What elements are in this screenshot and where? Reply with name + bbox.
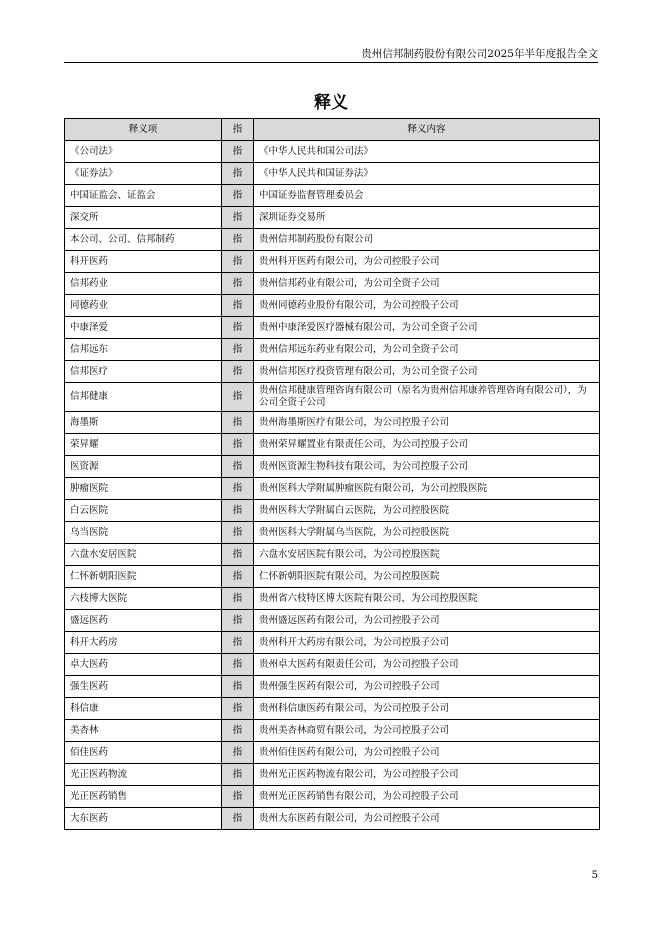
- column-header-definition: 释义内容: [254, 119, 600, 141]
- mark-cell: 指: [222, 317, 254, 339]
- mark-cell: 指: [222, 434, 254, 456]
- definition-cell: 《中华人民共和国证券法》: [254, 163, 600, 185]
- mark-cell: 指: [222, 742, 254, 764]
- mark-cell: 指: [222, 229, 254, 251]
- term-cell: 科开医药: [65, 251, 222, 273]
- mark-cell: 指: [222, 522, 254, 544]
- table-row: [65, 588, 600, 610]
- definition-cell: 贵州科开大药房有限公司，为公司控股子公司: [254, 632, 600, 654]
- table-row: [65, 544, 600, 566]
- table-row: [65, 676, 600, 698]
- table-row: [65, 698, 600, 720]
- table-row: [65, 720, 600, 742]
- term-cell: 科开大药房: [65, 632, 222, 654]
- definition-cell: 仁怀新朝阳医院有限公司，为公司控股医院: [254, 566, 600, 588]
- term-cell: 同德药业: [65, 295, 222, 317]
- term-cell: 《证券法》: [65, 163, 222, 185]
- table-body: [65, 141, 600, 830]
- table-row: [65, 610, 600, 632]
- mark-cell: 指: [222, 207, 254, 229]
- table-row: [65, 434, 600, 456]
- definition-cell: 贵州科开医药有限公司，为公司控股子公司: [254, 251, 600, 273]
- column-header-mark: 指: [222, 119, 254, 141]
- mark-cell: 指: [222, 295, 254, 317]
- definition-cell: 贵州信邦制药股份有限公司: [254, 229, 600, 251]
- mark-cell: 指: [222, 676, 254, 698]
- mark-cell: 指: [222, 588, 254, 610]
- column-header-term: 释义项: [65, 119, 222, 141]
- term-cell: 盛远医药: [65, 610, 222, 632]
- term-cell: 《公司法》: [65, 141, 222, 163]
- definition-cell: 贵州医科大学附属肿瘤医院有限公司，为公司控股医院: [254, 478, 600, 500]
- term-cell: 中国证监会、证监会: [65, 185, 222, 207]
- mark-cell: 指: [222, 808, 254, 830]
- term-cell: 信邦健康: [65, 383, 222, 412]
- mark-cell: 指: [222, 566, 254, 588]
- page-number: 5: [591, 870, 598, 881]
- table-row: [65, 207, 600, 229]
- term-cell: 光正医药物流: [65, 764, 222, 786]
- table-row: [65, 412, 600, 434]
- term-cell: 本公司、公司、信邦制药: [65, 229, 222, 251]
- page-header: 贵州信邦制药股份有限公司2025年半年度报告全文: [64, 46, 598, 63]
- table-row: [65, 229, 600, 251]
- mark-cell: 指: [222, 361, 254, 383]
- table-row: [65, 295, 600, 317]
- definition-cell: 贵州佰佳医药有限公司，为公司控股子公司: [254, 742, 600, 764]
- table-row: [65, 273, 600, 295]
- term-cell: 卓大医药: [65, 654, 222, 676]
- table-row: [65, 163, 600, 185]
- table-row: [65, 632, 600, 654]
- term-cell: 美杏林: [65, 720, 222, 742]
- term-cell: 肿瘤医院: [65, 478, 222, 500]
- mark-cell: 指: [222, 610, 254, 632]
- mark-cell: 指: [222, 163, 254, 185]
- mark-cell: 指: [222, 500, 254, 522]
- definition-cell: 贵州卓大医药有限责任公司，为公司控股子公司: [254, 654, 600, 676]
- definition-cell: 贵州医科大学附属白云医院，为公司控股医院: [254, 500, 600, 522]
- definition-cell: 贵州信邦药业有限公司，为公司全资子公司: [254, 273, 600, 295]
- mark-cell: 指: [222, 632, 254, 654]
- table-row: [65, 141, 600, 163]
- term-cell: 白云医院: [65, 500, 222, 522]
- term-cell: 六枝博大医院: [65, 588, 222, 610]
- table-row: [65, 522, 600, 544]
- mark-cell: 指: [222, 786, 254, 808]
- term-cell: 六盘水安居医院: [65, 544, 222, 566]
- definition-cell: 贵州强生医药有限公司，为公司控股子公司: [254, 676, 600, 698]
- term-cell: 信邦药业: [65, 273, 222, 295]
- term-cell: 深交所: [65, 207, 222, 229]
- definition-cell: 贵州荣昇耀置业有限责任公司，为公司控股子公司: [254, 434, 600, 456]
- term-cell: 强生医药: [65, 676, 222, 698]
- term-cell: 光正医药销售: [65, 786, 222, 808]
- definition-cell: 贵州医资源生物科技有限公司，为公司控股子公司: [254, 456, 600, 478]
- definition-cell: 深圳证券交易所: [254, 207, 600, 229]
- term-cell: 佰佳医药: [65, 742, 222, 764]
- mark-cell: 指: [222, 412, 254, 434]
- glossary-table: [64, 118, 600, 830]
- definition-cell: 贵州光正医药销售有限公司，为公司控股子公司: [254, 786, 600, 808]
- table-row: [65, 764, 600, 786]
- mark-cell: 指: [222, 383, 254, 412]
- term-cell: 乌当医院: [65, 522, 222, 544]
- mark-cell: 指: [222, 339, 254, 361]
- definition-cell: 《中华人民共和国公司法》: [254, 141, 600, 163]
- term-cell: 海墨斯: [65, 412, 222, 434]
- definition-cell: 贵州同德药业股份有限公司，为公司控股子公司: [254, 295, 600, 317]
- table-row: [65, 654, 600, 676]
- table-row: [65, 185, 600, 207]
- definition-cell: 贵州科信康医药有限公司，为公司控股子公司: [254, 698, 600, 720]
- term-cell: 医资源: [65, 456, 222, 478]
- table-row: [65, 478, 600, 500]
- definition-cell: 六盘水安居医院有限公司，为公司控股医院: [254, 544, 600, 566]
- mark-cell: 指: [222, 185, 254, 207]
- table-row: [65, 251, 600, 273]
- mark-cell: 指: [222, 273, 254, 295]
- mark-cell: 指: [222, 251, 254, 273]
- term-cell: 信邦远东: [65, 339, 222, 361]
- definition-cell: 贵州信邦远东药业有限公司，为公司全资子公司: [254, 339, 600, 361]
- term-cell: 中康泽爱: [65, 317, 222, 339]
- definition-cell: 贵州美杏林商贸有限公司，为公司控股子公司: [254, 720, 600, 742]
- table-row: [65, 317, 600, 339]
- definition-cell: 贵州海墨斯医疗有限公司，为公司控股子公司: [254, 412, 600, 434]
- table-row: [65, 742, 600, 764]
- table-row: [65, 808, 600, 830]
- mark-cell: 指: [222, 456, 254, 478]
- definition-cell: 贵州大东医药有限公司，为公司控股子公司: [254, 808, 600, 830]
- definition-cell: 贵州中康泽爱医疗器械有限公司，为公司全资子公司: [254, 317, 600, 339]
- definition-cell: 贵州信邦健康管理咨询有限公司（原名为贵州信邦康养管理咨询有限公司），为公司全资子公司: [254, 383, 600, 412]
- table-row: [65, 786, 600, 808]
- term-cell: 仁怀新朝阳医院: [65, 566, 222, 588]
- mark-cell: 指: [222, 478, 254, 500]
- definition-cell: 贵州光正医药物流有限公司，为公司控股子公司: [254, 764, 600, 786]
- definition-cell: 贵州盛远医药有限公司，为公司控股子公司: [254, 610, 600, 632]
- table-row: [65, 500, 600, 522]
- mark-cell: 指: [222, 654, 254, 676]
- mark-cell: 指: [222, 544, 254, 566]
- section-title: 释义: [314, 93, 348, 113]
- mark-cell: 指: [222, 720, 254, 742]
- table-row: [65, 383, 600, 412]
- table-row: [65, 339, 600, 361]
- mark-cell: 指: [222, 141, 254, 163]
- definition-cell: 贵州信邦医疗投资管理有限公司，为公司全资子公司: [254, 361, 600, 383]
- definition-cell: 贵州省六枝特区博大医院有限公司，为公司控股医院: [254, 588, 600, 610]
- table-row: [65, 456, 600, 478]
- term-cell: 荣昇耀: [65, 434, 222, 456]
- mark-cell: 指: [222, 698, 254, 720]
- table-header-row: [65, 119, 600, 141]
- table-row: [65, 566, 600, 588]
- definition-cell: 中国证券监督管理委员会: [254, 185, 600, 207]
- term-cell: 大东医药: [65, 808, 222, 830]
- table-row: [65, 361, 600, 383]
- definition-cell: 贵州医科大学附属乌当医院，为公司控股医院: [254, 522, 600, 544]
- mark-cell: 指: [222, 764, 254, 786]
- term-cell: 信邦医疗: [65, 361, 222, 383]
- term-cell: 科信康: [65, 698, 222, 720]
